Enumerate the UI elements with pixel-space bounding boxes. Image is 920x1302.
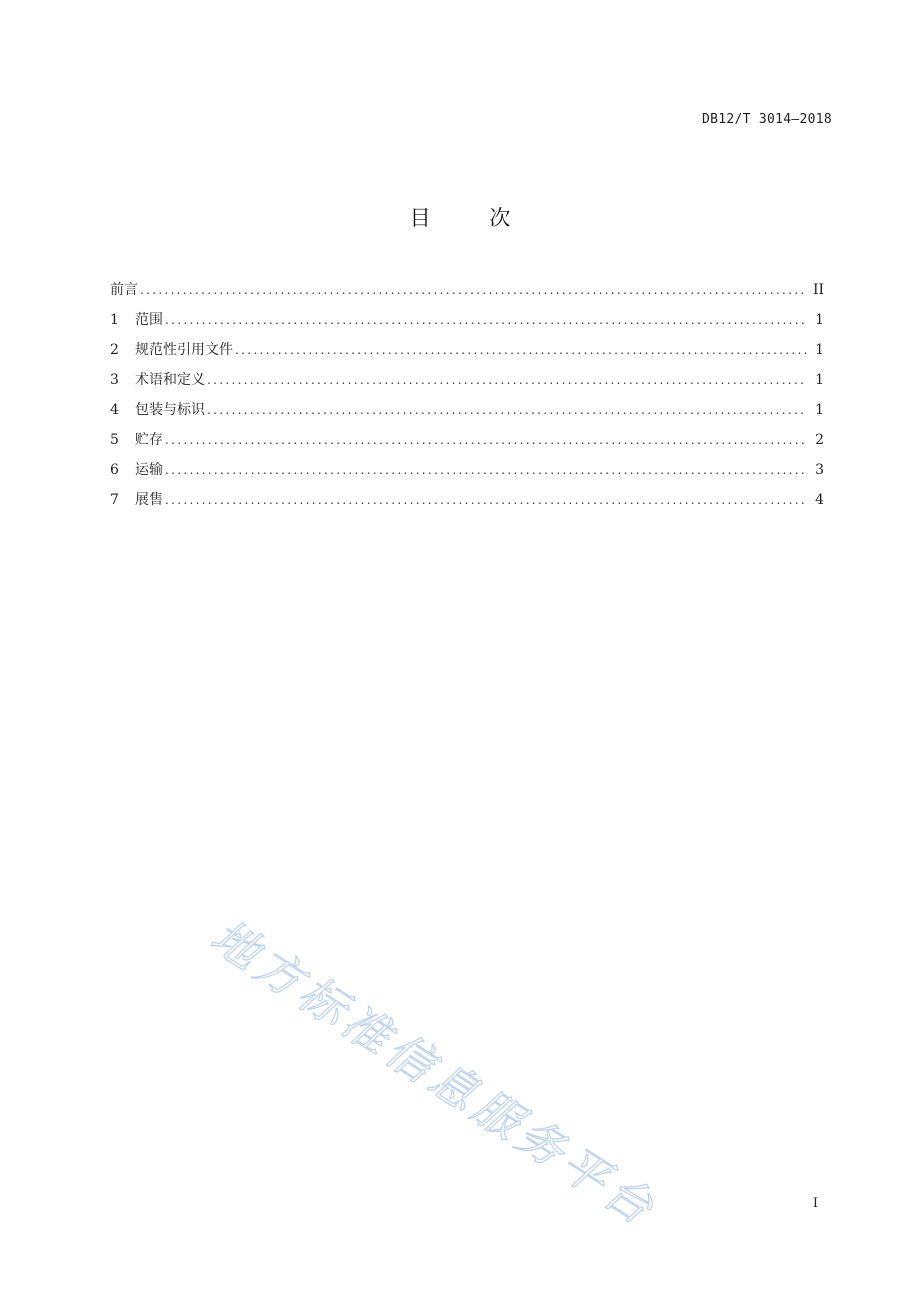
toc-dot-leader (165, 428, 806, 452)
watermark-text: 地方标准信息服务平台 (201, 908, 668, 1238)
toc-dot-leader (207, 398, 806, 422)
toc-entry-label: 术语和定义 (135, 372, 205, 388)
toc-entry-page: 4 (815, 492, 824, 508)
toc-entry-page: 1 (815, 342, 824, 358)
toc-entry-packaging-labeling[interactable] (110, 398, 824, 428)
toc-entry-terms-definitions[interactable] (110, 368, 824, 398)
page-number: I (812, 1196, 818, 1211)
toc-title: 目 次 (409, 206, 537, 230)
toc-entry-label: 运输 (135, 462, 163, 478)
toc-entry-transport[interactable] (110, 458, 824, 488)
toc-dot-leader (140, 278, 805, 302)
toc-entry-number: 7 (110, 492, 119, 508)
toc-entry-number: 2 (110, 342, 119, 358)
toc-entry-normative-references[interactable] (110, 338, 824, 368)
toc-entry-number: 6 (110, 462, 119, 478)
toc-entry-page: II (812, 282, 824, 298)
toc-entry-label: 包装与标识 (135, 402, 205, 418)
toc-entry-display-sale[interactable] (110, 488, 824, 518)
document-code: DB12/T 3014—2018 (701, 112, 832, 127)
table-of-contents (110, 278, 824, 518)
toc-dot-leader (165, 488, 806, 512)
toc-entry-number: 4 (110, 402, 119, 418)
toc-entry-number: 1 (110, 312, 119, 328)
toc-entry-page: 3 (815, 462, 824, 478)
toc-dot-leader (165, 308, 806, 332)
toc-dot-leader (165, 458, 806, 482)
toc-entry-label: 贮存 (135, 432, 163, 448)
toc-entry-label: 展售 (135, 492, 163, 508)
toc-entry-label: 规范性引用文件 (135, 342, 233, 358)
toc-entry-number: 3 (110, 372, 119, 388)
toc-entry-foreword[interactable] (110, 278, 824, 308)
toc-dot-leader (235, 338, 806, 362)
toc-entry-page: 1 (815, 372, 824, 388)
toc-dot-leader (207, 368, 806, 392)
toc-entry-number: 5 (110, 432, 119, 448)
toc-entry-page: 1 (815, 402, 824, 418)
toc-entry-page: 2 (815, 432, 824, 448)
toc-entry-scope[interactable] (110, 308, 824, 338)
toc-entry-label: 前言 (110, 282, 138, 298)
toc-entry-storage[interactable] (110, 428, 824, 458)
toc-entry-label: 范围 (135, 312, 163, 328)
toc-entry-page: 1 (815, 312, 824, 328)
